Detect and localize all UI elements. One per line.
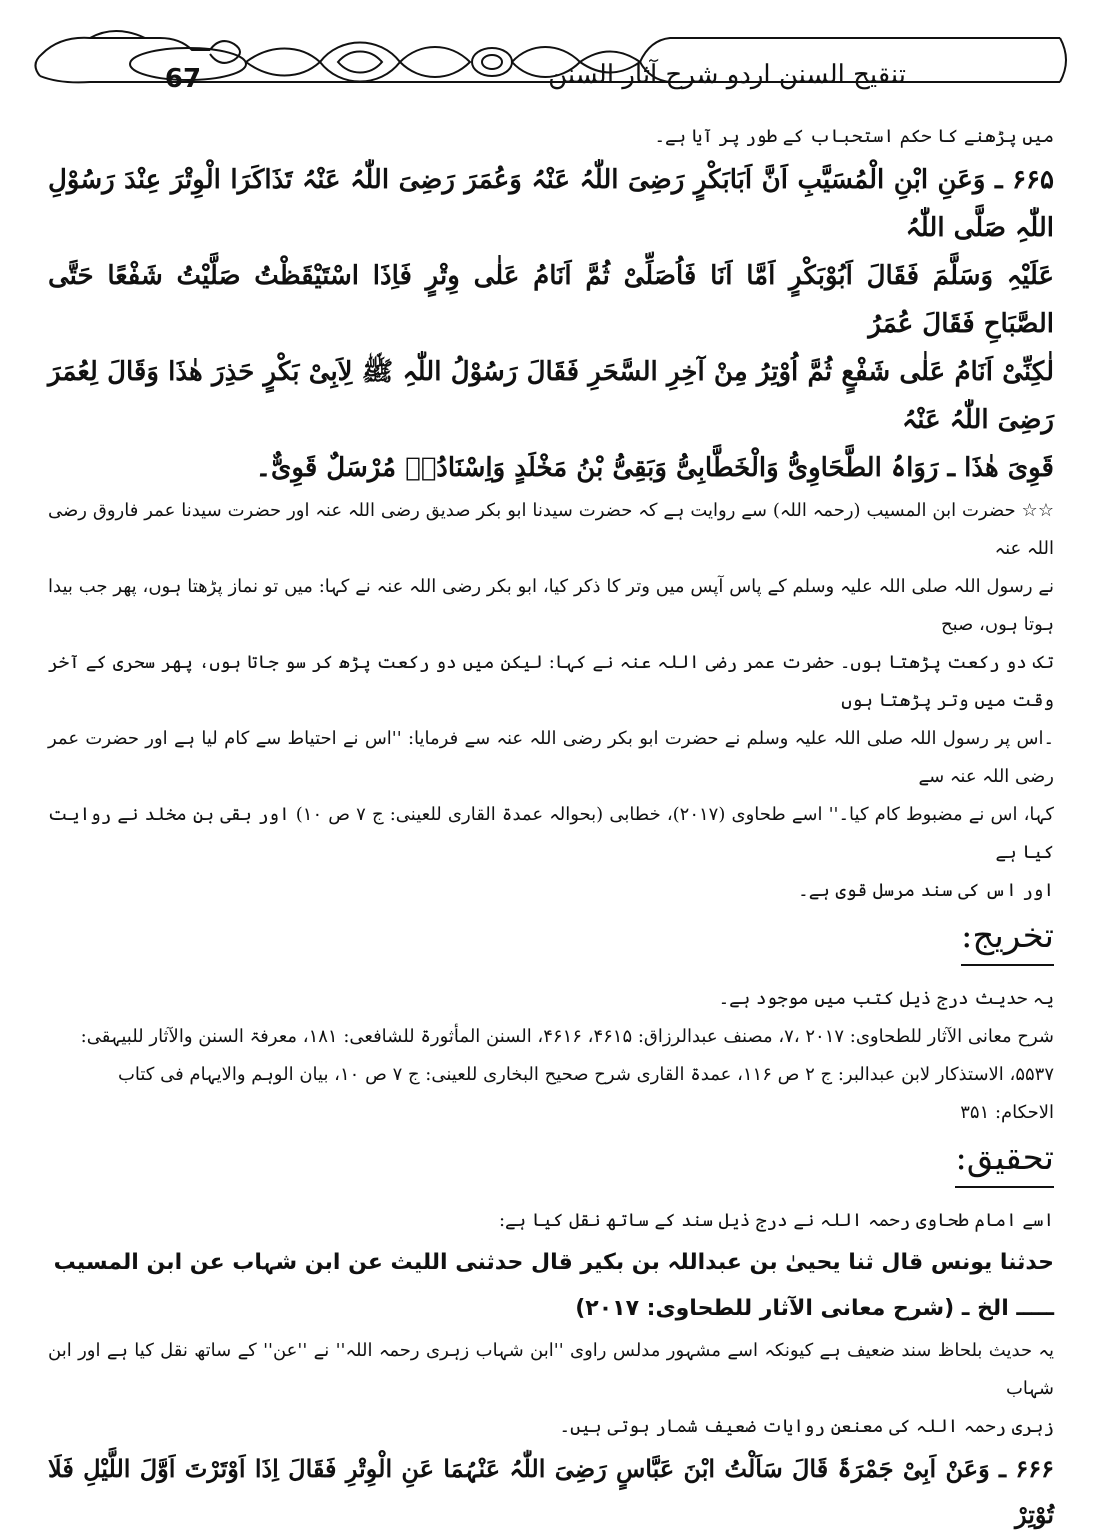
running-title: تنقیح السنن اردو شرح آثار السنن — [548, 60, 906, 90]
tahqiq-heading: تحقیق: — [955, 1138, 1054, 1188]
tahqiq-sanad-line-1: حدثنا یونس قال ثنا یحییٰ بن عبداللہ بن بکیر قال حدثنی اللیث عن ابن شہاب عن ابن المسیب — [53, 1250, 1054, 1275]
hadith-665-translation-line-1: ☆☆ حضرت ابن المسیب (رحمہ اللہ) سے روایت ہے کہ حضرت سیدنا ابو بکر صدیق رضی اللہ عنہ اور حضرت سیدنا عمر فاروق رضی اللہ عنہ — [48, 500, 1054, 559]
tahqiq-sanad-line-2: ـــــ الخ ـ (شرح معانی الآثار للطحاوی: ۲۰۱۷) — [575, 1296, 1054, 1321]
takhrij-ref-line-2: ۵۵۳۷، الاستذکار لابن عبدالبر: ج ۲ ص ۱۱۶، عمدۃ القاری شرح صحیح البخاری للعینی: ج ۷ ص ۱۰، بیان الوہم والایہام فی کتاب — [117, 1064, 1054, 1085]
page-header — [20, 14, 1076, 94]
hadith-665-translation-line-3: تک دو رکعت پڑھتا ہوں۔ حضرت عمر رضی اللہ عنہ نے کہا: لیکن میں دو رکعت پڑھ کر سو جاتا ہوں، پھر سحری کے آخر وقت میں وتر پڑھتا ہوں — [48, 652, 1054, 711]
takhrij-ref-line-1: شرح معانی الآثار للطحاوی: ۲۰۱۷ ،۷، مصنف عبدالرزاق: ۴۶۱۵، ۴۶۱۶، السنن المأثورۃ للشافعی: ۱۸۱، معرفۃ السنن والآثار للبیہقی: — [80, 1026, 1054, 1047]
intro-line: میں پڑھنے کا حکم استحباب کے طور پر آیا ہے۔ — [654, 126, 1054, 147]
hadith-665-translation-line-2: نے رسول اللہ صلی اللہ علیہ وسلم کے پاس آپس میں وتر کا ذکر کیا، ابو بکر رضی اللہ عنہ نے کہا: میں تو نماز پڑھتا ہوں، پھر جب بیدا ہوتا ہوں، صبح — [48, 576, 1054, 635]
hadith-665-translation-line-4: ۔اس پر رسول اللہ صلی اللہ علیہ وسلم نے حضرت ابو بکر رضی اللہ عنہ سے فرمایا: ''اس نے احتیاط سے کام لیا ہے اور حضرت عمر رضی اللہ عنہ سے — [48, 728, 1055, 787]
tahqiq-heading-wrap — [48, 1132, 1054, 1202]
tahqiq-analysis-line-1: یہ حدیث بلحاظ سند ضعیف ہے کیونکہ اسے مشہور مدلس راوی ''ابن شہاب زہری رحمہ اللہ'' نے ''عن'' کے ساتھ نقل کیا ہے اور ابن شہاب — [48, 1340, 1054, 1399]
tahqiq-intro: اسے امام طحاوی رحمہ اللہ نے درج ذیل سند کے ساتھ نقل کیا ہے: — [498, 1210, 1054, 1231]
takhrij-intro: یہ حدیث درج ذیل کتب میں موجود ہے۔ — [718, 988, 1054, 1009]
hadith-665-arabic-line-3: لٰکِنِّیْ اَنَامُ عَلٰی شَفْعٍ ثُمَّ اُوْتِرُ مِنْ آخِرِ السَّحَرِ فَقَالَ رَسُوْلُ اللّٰہِ ﷺ لِاَبِیْ بَکْرٍ حَذِرَ ھٰذَا وَقَالَ لِعُمَرَ رَضِیَ اللّٰہُ عَنْہُ — [48, 357, 1054, 435]
takhrij-ref-line-3: الاحکام: ۳۵۱ — [960, 1102, 1054, 1123]
hadith-665-arabic-line-2: عَلَیْہِ وَسَلَّمَ فَقَالَ اَبُوْبَکْرٍ اَمَّا اَنَا فَاُصَلِّیْ ثُمَّ اَنَامُ عَلٰی وِتْرٍ فَاِذَا اسْتَیْقَظْتُ صَلَّیْتُ شَفْعًا حَتَّی الصَّبَاحِ فَقَالَ عُمَرُ — [48, 261, 1054, 339]
hadith-665-arabic-line-1: ۶۶۵ ـ وَعَنِ ابْنِ الْمُسَیَّبِ اَنَّ اَبَابَکْرٍ رَضِیَ اللّٰہُ عَنْہُ وَعُمَرَ رَضِیَ اللّٰہُ عَنْہُ تَذَاکَرَا الْوِتْرَ عِنْدَ رَسُوْلِ اللّٰہِ صَلَّی اللّٰہُ — [48, 165, 1054, 243]
takhrij-heading: تخریج: — [961, 916, 1054, 966]
tahqiq-analysis-line-2: زہری رحمہ اللہ کی معنعن روایات ضعیف شمار ہوتی ہیں۔ — [559, 1416, 1054, 1437]
hadith-666-arabic: ۶۶۶ ـ وَعَنْ اَبِیْ جَمْرَۃَ قَالَ سَاَلْتُ ابْنَ عَبَّاسٍ رَضِیَ اللّٰہُ عَنْہُمَا عَنِ الْوِتْرِ فَقَالَ اِذَا اَوْتَرْتَ اَوَّلَ اللَّیْلِ فَلَا تُوْتِرْ — [48, 1454, 1054, 1529]
hadith-665-translation-line-6: اور اس کی سند مرسل قوی ہے۔ — [798, 880, 1054, 901]
page-body — [48, 118, 1054, 1538]
page-number: 67 — [164, 64, 202, 94]
hadith-665-translation-line-5: کہا، اس نے مضبوط کام کیا۔'' اسے طحاوی (۲۰۱۷)، خطابی (بحوالہ عمدۃ القاری للعینی: ج ۷ ص ۱۰) اور بقی بن مخلد نے روایت کیا ہے — [48, 804, 1054, 863]
takhrij-heading-wrap — [48, 910, 1054, 980]
hadith-665-arabic-line-4: قَوِیَ ھٰذَا ـ رَوَاہُ الطَّحَاوِیُّ وَالْخَطَّابِیُّ وَبَقِیُّ بْنُ مَخْلَدٍ وَاِسْنَادُہٗ مُرْسَلٌ قَوِیٌّ۔ — [255, 453, 1054, 483]
